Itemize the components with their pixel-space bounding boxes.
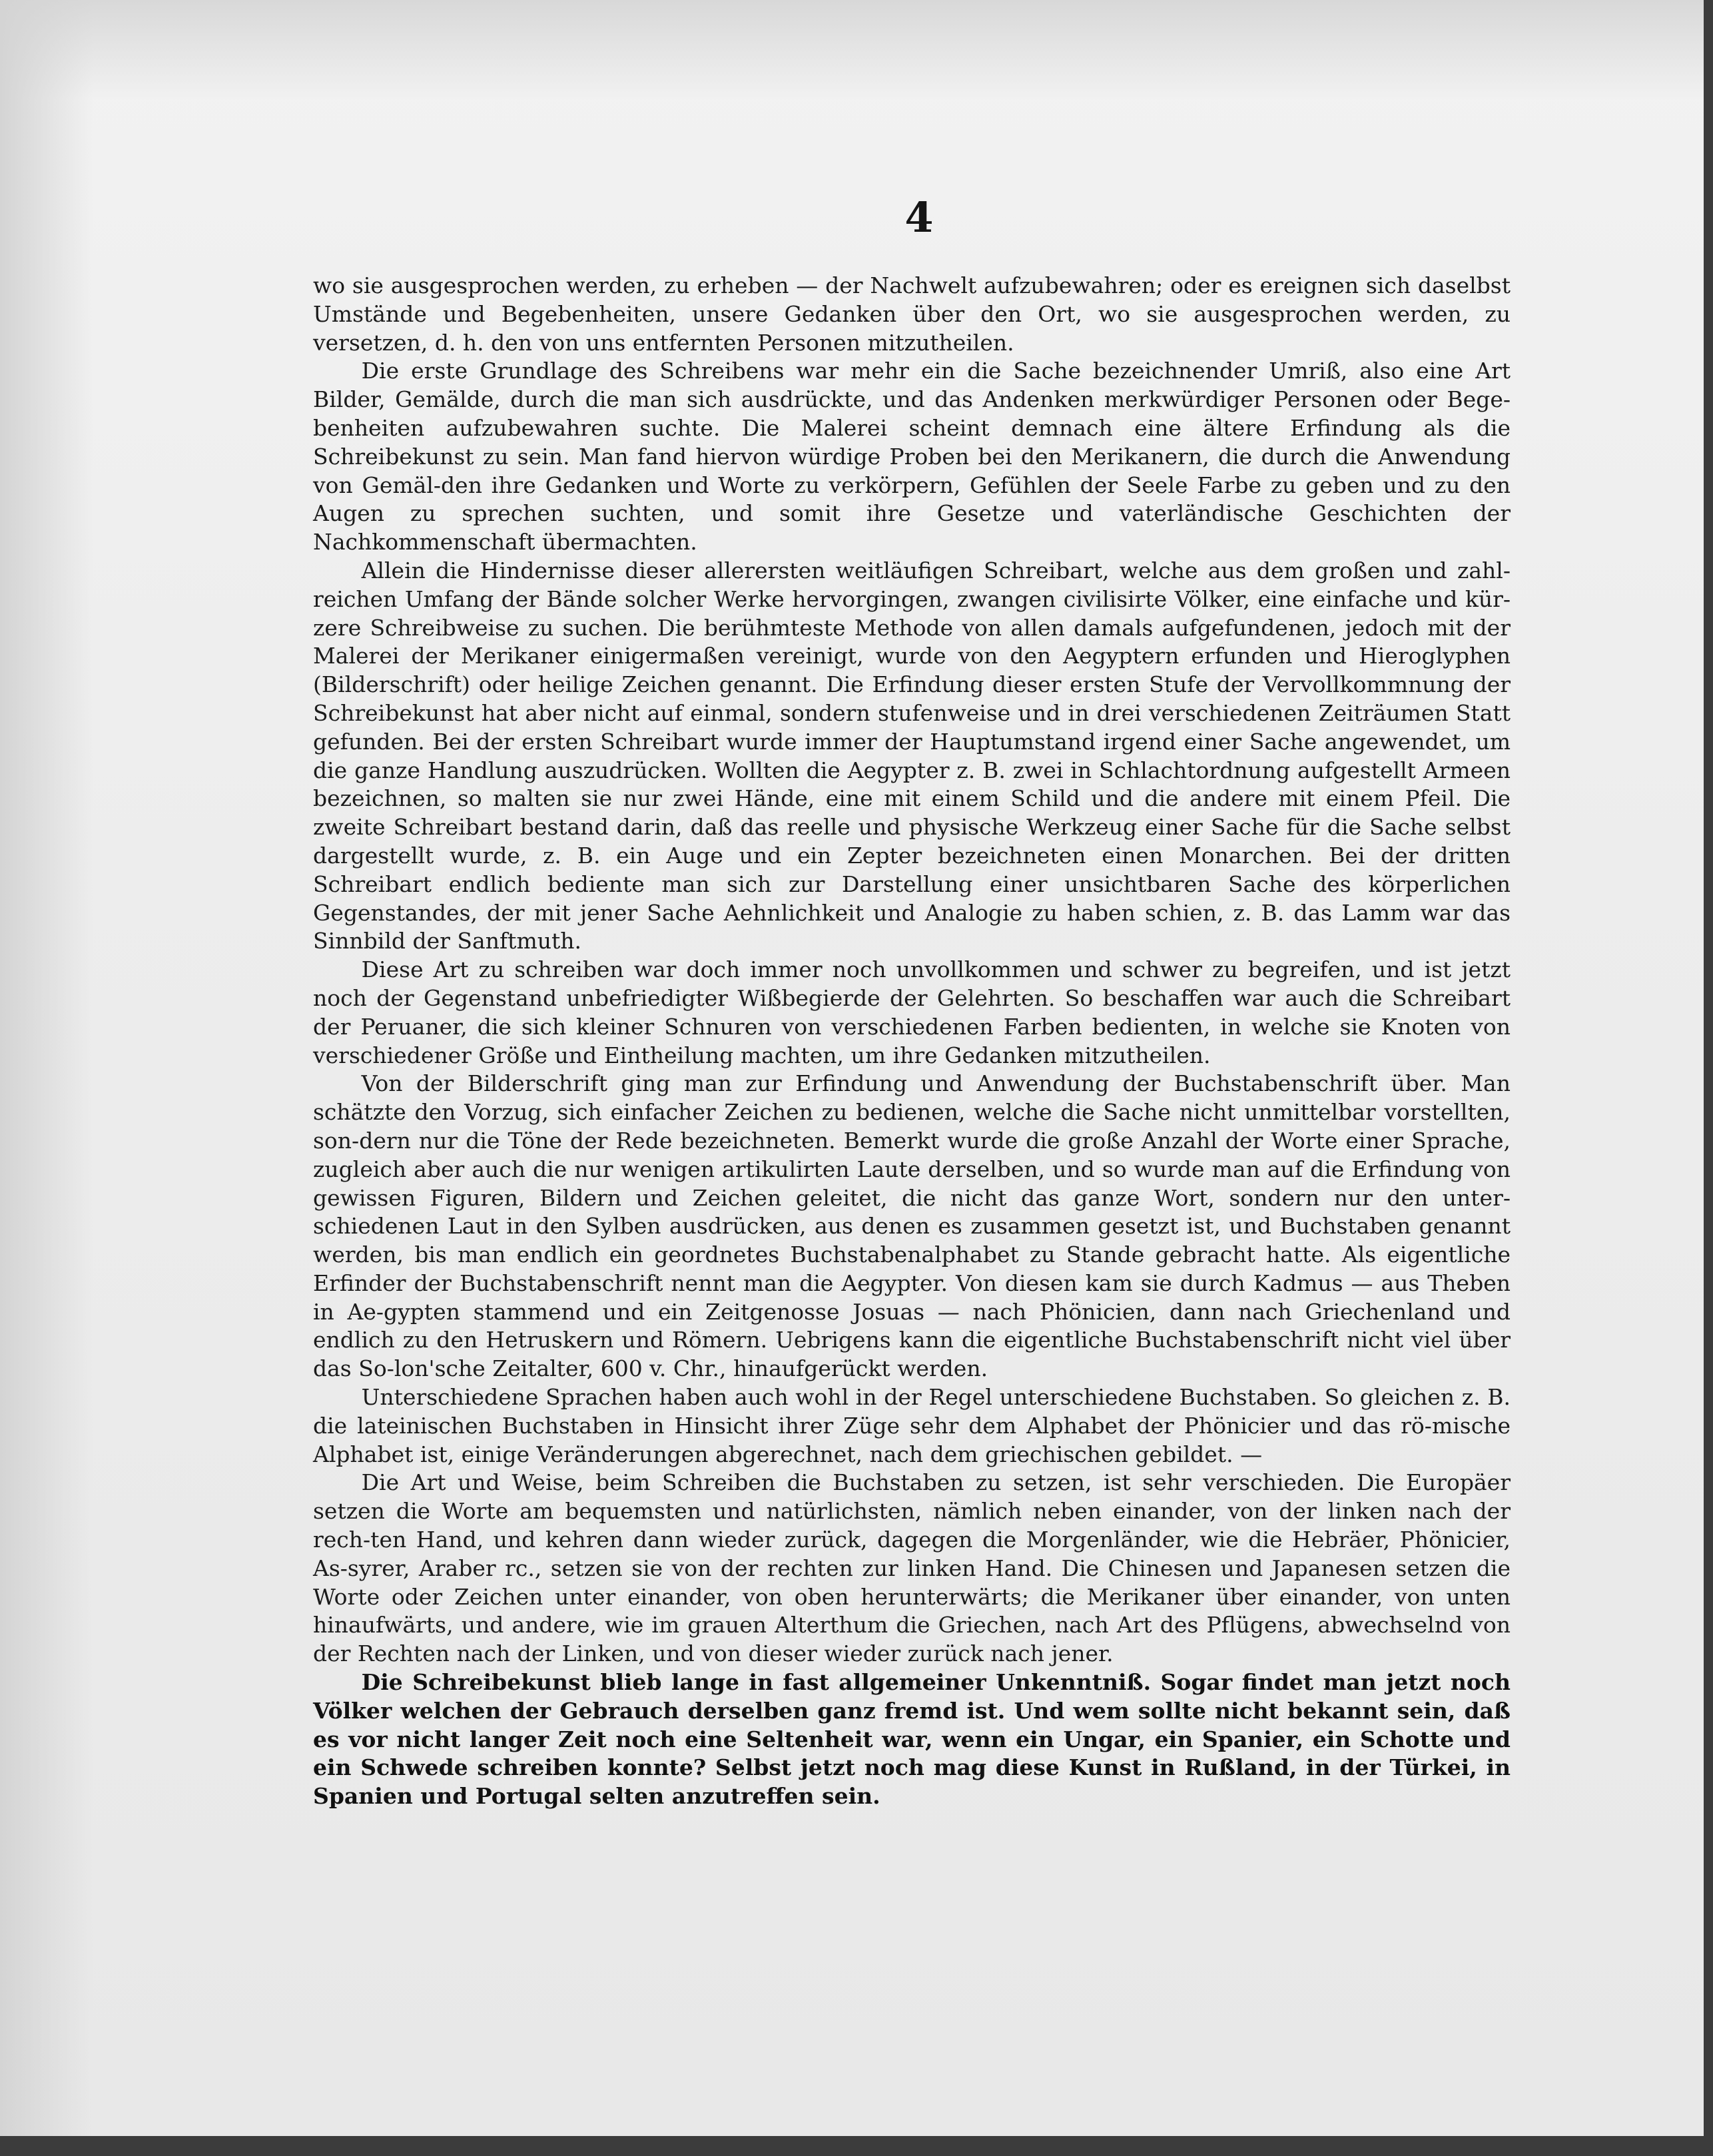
paragraph-literacy: Die Schreibekunst blieb lange in fast allgemeiner Unkenntniß. Sogar findet man jetzt noch Völker welchen der Gebrauch derselben ganz fremd ist. Und wem sollte nicht bekannt sein, daß es vor nicht langer Zeit noch eine Seltenheit war, wenn ein Ungar, ein Spanier, ein Schotte und ein Schwede schreiben konnte? Selbst jetzt noch mag diese Kunst in Rußland, in der Türkei, in Spanien und Portugal selten anzutreffen sein.	[313, 1669, 1511, 1810]
paragraph-continuation: wo sie ausgesprochen werden, zu erheben — der Nachwelt aufzubewahren; oder es ereignen sich daselbst Umstände und Begebenheiten, unsere Gedanken über den Ort, wo sie ausgesprochen werden, zu versetzen, d. h. den von uns entfernten Personen mitzutheilen.	[313, 272, 1511, 356]
paragraph-alphabet-invention: Von der Bilderschrift ging man zur Erfindung und Anwendung der Buchstabenschrift über. Man schätzte den Vorzug, sich einfacher Zeichen zu bedienen, welche die Sache nicht unmittelbar vorstellten, son-dern nur die Töne der Rede bezeichneten. Bemerkt wurde die große Anzahl der Worte einer Sprache, zugleich aber auch die nur wenigen artikulirten Laute derselben, und so wurde man auf die Erfindung von gewissen Figuren, Bildern und Zeichen geleitet, die nicht das ganze Wort, sondern nur den unter-schiedenen Laut in den Sylben ausdrücken, aus denen es zusammen gesetzt ist, und Buchstaben genannt werden, bis man endlich ein geordnetes Buchstabenalphabet zu Stande gebracht hatte. Als eigentliche Erfinder der Buchstabenschrift nennt man die Aegypter. Von diesen kam sie durch Kadmus — aus Theben in Ae-gypten stammend und ein Zeitgenosse Josuas — nach Phönicien, dann nach Griechenland und endlich zu den Hetruskern und Römern. Uebrigens kann die eigentliche Buchstabenschrift nicht viel über das So-lon'sche Zeitalter, 600 v. Chr., hinaufgerückt werden.	[313, 1070, 1511, 1382]
paragraph-first-foundation: Die erste Grundlage des Schreibens war mehr ein die Sache bezeichnender Umriß, also eine Art Bilder, Gemälde, durch die man sich ausdrückte, und das Andenken merkwürdiger Personen oder Bege-benheiten aufzubewahren suchte. Die Malerei scheint demnach eine ältere Erfindung als die Schreibekunst zu sein. Man fand hiervon würdige Proben bei den Merikanern, die durch die Anwendung von Gemäl-den ihre Gedanken und Worte zu verkörpern, Gefühlen der Seele Farbe zu geben und zu den Augen zu sprechen suchten, und somit ihre Gesetze und vaterländische Geschichten der Nachkommenschaft übermachten.	[313, 358, 1511, 555]
paragraph-peruvians: Diese Art zu schreiben war doch immer noch unvollkommen und schwer zu begreifen, und ist jetzt noch der Gegenstand unbefriedigter Wißbegierde der Gelehrten. So beschaffen war auch die Schreibart der Peruaner, die sich kleiner Schnuren von verschiedenen Farben bedienten, in welche sie Knoten von verschiedener Größe und Eintheilung machten, um ihre Gedanken mitzutheilen.	[313, 956, 1511, 1068]
paper-fold-shadow-top	[0, 0, 1713, 100]
paragraph-languages: Unterschiedene Sprachen haben auch wohl in der Regel unterschiedene Buchstaben. So gleichen z. B. die lateinischen Buchstaben in Hinsicht ihrer Züge sehr dem Alphabet der Phönicier und das rö-mische Alphabet ist, einige Veränderungen abgerechnet, nach dem griechischen gebildet. —	[313, 1384, 1511, 1467]
body-text	[313, 272, 1511, 1811]
scan-edge-right	[1704, 0, 1713, 2156]
scan-edge-bottom	[0, 2136, 1713, 2156]
paragraph-writing-direction: Die Art und Weise, beim Schreiben die Buchstaben zu setzen, ist sehr verschieden. Die Europäer setzen die Worte am bequemsten und natürlichsten, nämlich neben einander, von der linken nach der rech-ten Hand, und kehren dann wieder zurück, dagegen die Morgenländer, wie die Hebräer, Phönicier, As-syrer, Araber rc., setzen sie von der rechten zur linken Hand. Die Chinesen und Japanesen setzen die Worte oder Zeichen unter einander, von oben herunterwärts; die Merikaner über einander, von unten hinaufwärts, und andere, wie im grauen Alterthum die Griechen, nach Art des Pflügens, abwechselnd von der Rechten nach der Linken, und von dieser wieder zurück nach jener.	[313, 1469, 1511, 1667]
page-number: 4	[904, 193, 934, 242]
paper-fold-shadow-left	[0, 0, 93, 2156]
paragraph-hieroglyphs: Allein die Hindernisse dieser allerersten weitläufigen Schreibart, welche aus dem großen und zahl-reichen Umfang der Bände solcher Werke hervorgingen, zwangen civilisirte Völker, eine einfache und kür-zere Schreibweise zu suchen. Die berühmteste Methode von allen damals aufgefundenen, jedoch mit der Malerei der Merikaner einigermaßen vereinigt, wurde von den Aegyptern erfunden und Hieroglyphen (Bilderschrift) oder heilige Zeichen genannt. Die Erfindung dieser ersten Stufe der Vervollkommnung der Schreibekunst hat aber nicht auf einmal, sondern stufenweise und in drei verschiedenen Zeiträumen Statt gefunden. Bei der ersten Schreibart wurde immer der Hauptumstand irgend einer Sache angewendet, um die ganze Handlung auszudrücken. Wollten die Aegypter z. B. zwei in Schlachtordnung aufgestellt Armeen bezeichnen, so malten sie nur zwei Hände, eine mit einem Schild und die andere mit einem Pfeil. Die zweite Schreibart bestand darin, daß das reelle und physische Werkzeug einer Sache für die Sache selbst dargestellt wurde, z. B. ein Auge und ein Zepter bezeichneten einen Monarchen. Bei der dritten Schreibart endlich bediente man sich zur Darstellung einer unsichtbaren Sache des körperlichen Gegenstandes, der mit jener Sache Aehnlichkeit und Analogie zu haben schien, z. B. das Lamm war das Sinnbild der Sanftmuth.	[313, 557, 1511, 954]
